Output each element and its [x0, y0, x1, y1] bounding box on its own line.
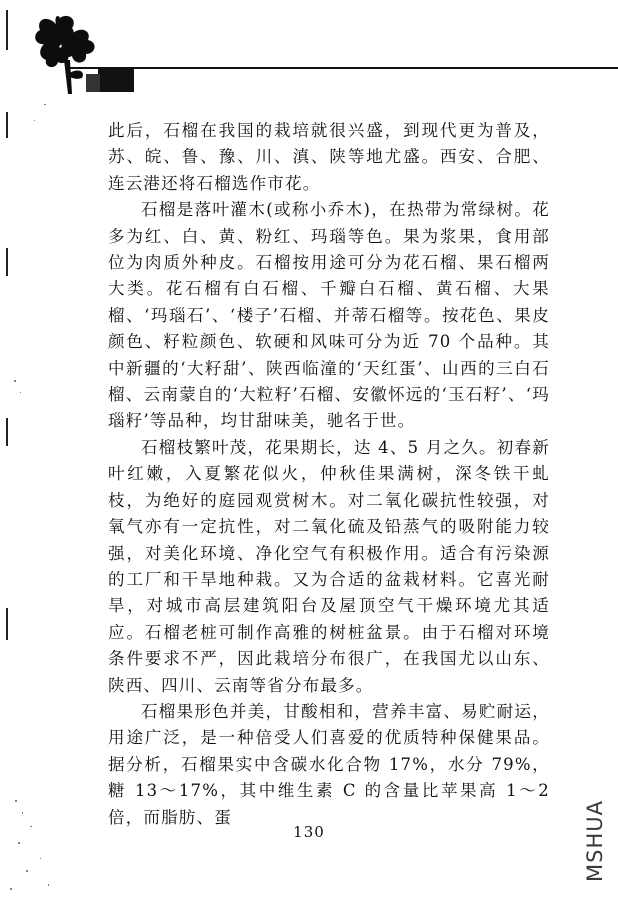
paragraph: 此后，石榴在我国的栽培就很兴盛，到现代更为普及，苏、皖、鲁、豫、川、滇、陕等地尤盛。西安、合肥、连云港还将石榴选作市花。 [108, 121, 550, 193]
scan-edge-mark [6, 112, 8, 138]
scan-edge-mark [6, 10, 8, 50]
body-text [108, 118, 550, 831]
page-number: 130 [293, 823, 325, 841]
paragraph: 石榴是落叶灌木(或称小乔木)，在热带为常绿树。花多为红、白、黄、粉红、玛瑙等色。果为浆果，食用部位为肉质外种皮。石榴按用途可分为花石榴、果石榴两大类。花石榴有白石榴、千瓣白石榴、黄石榴、大果榴、‘玛瑙石’、‘楼子’石榴、并蒂石榴等。按花色、果皮颜色、籽粒颜色、软硬和风味可分为近 70 个品种。其中新疆的‘大籽甜’、陕西临潼的‘天红蛋’、山西的三白石榴、云南蒙自的‘大粒籽’石榴、安徽怀远的‘玉石籽’、‘玛瑙籽’等品种，均甘甜味美，驰名于世。 [108, 200, 550, 431]
scan-edge-mark [6, 608, 8, 640]
leaf-ornament-icon [28, 4, 138, 96]
header-rule [70, 67, 618, 69]
paragraph: 石榴果形色并美，甘酸相和，营养丰富、易贮耐运，用途广泛，是一种倍受人们喜爱的优质特种保健果品。据分析，石榴果实中含碳水化合物 17%，水分 79%，糖 13～17%，其中维生素 C 的含量比苹果高 1～2 倍，而脂肪、蛋 [108, 701, 550, 827]
paragraph: 石榴枝繁叶茂，花果期长，达 4、5 月之久。初春新叶红嫩，入夏繁花似火，仲秋佳果满树，深冬铁干虬枝，为绝好的庭园观赏树木。对二氧化碳抗性较强，对氧气亦有一定抗性，对二氧化硫及铅蒸气的吸附能力较强，对美化环境、净化空气有积极作用。适合有污染源的工厂和干旱地种栽。又为合适的盆栽材料。它喜光耐旱，对城市高层建筑阳台及屋顶空气干燥环境尤其适应。石榴老桩可制作高雅的树桩盆景。由于石榴对环境条件要求不严，因此栽培分布很广，在我国尤以山东、陕西、四川、云南等省分布最多。 [108, 437, 550, 695]
watermark: MSHUA [583, 800, 607, 882]
scan-edge-mark [6, 248, 8, 276]
scan-edge-mark [6, 418, 8, 446]
